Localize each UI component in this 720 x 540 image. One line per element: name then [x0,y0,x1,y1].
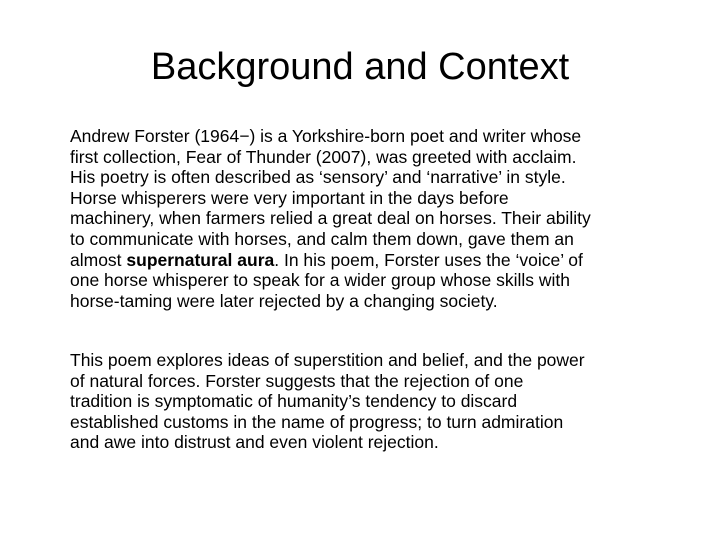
paragraph-line: This poem explores ideas of superstition and belief, and the power [70,350,585,370]
paragraph-line [70,250,684,271]
emphasis-text: supernatural aura [126,249,275,270]
paragraph-line: of natural forces. Forster suggests that the rejection of one [70,370,524,391]
background-paragraph [70,126,684,311]
paragraph-line: first collection, Fear of Thunder (2007), was greeted with acclaim. [70,146,577,167]
paragraph-line: Horse whisperers were very important in the days before [70,187,509,208]
paragraph-line: and awe into distrust and even violent rejection. [70,432,439,453]
paragraph-line: to communicate with horses, and calm them down, gave them an [70,228,574,249]
line-text: almost [70,249,127,270]
paragraph-line: one horse whisperer to speak for a wider group whose skills with [70,270,570,291]
paragraph-line: tradition is symptomatic of humanity’s tendency to discard [70,391,518,412]
paragraph-line: Andrew Forster (1964−) is a Yorkshire-born poet and writer whose [70,126,582,146]
slide-title: Background and Context [150,46,570,88]
paragraph-line: established customs in the name of progress; to turn admiration [70,411,564,432]
line-text: . In his poem, Forster uses the ‘voice’ of [274,249,583,270]
paragraph-line: machinery, when farmers relied a great deal on horses. Their ability [70,208,591,229]
themes-paragraph [70,350,684,453]
paragraph-line: His poetry is often described as ‘sensory’ and ‘narrative’ in style. [70,167,566,188]
paragraph-line: horse-taming were later rejected by a changing society. [70,290,498,311]
